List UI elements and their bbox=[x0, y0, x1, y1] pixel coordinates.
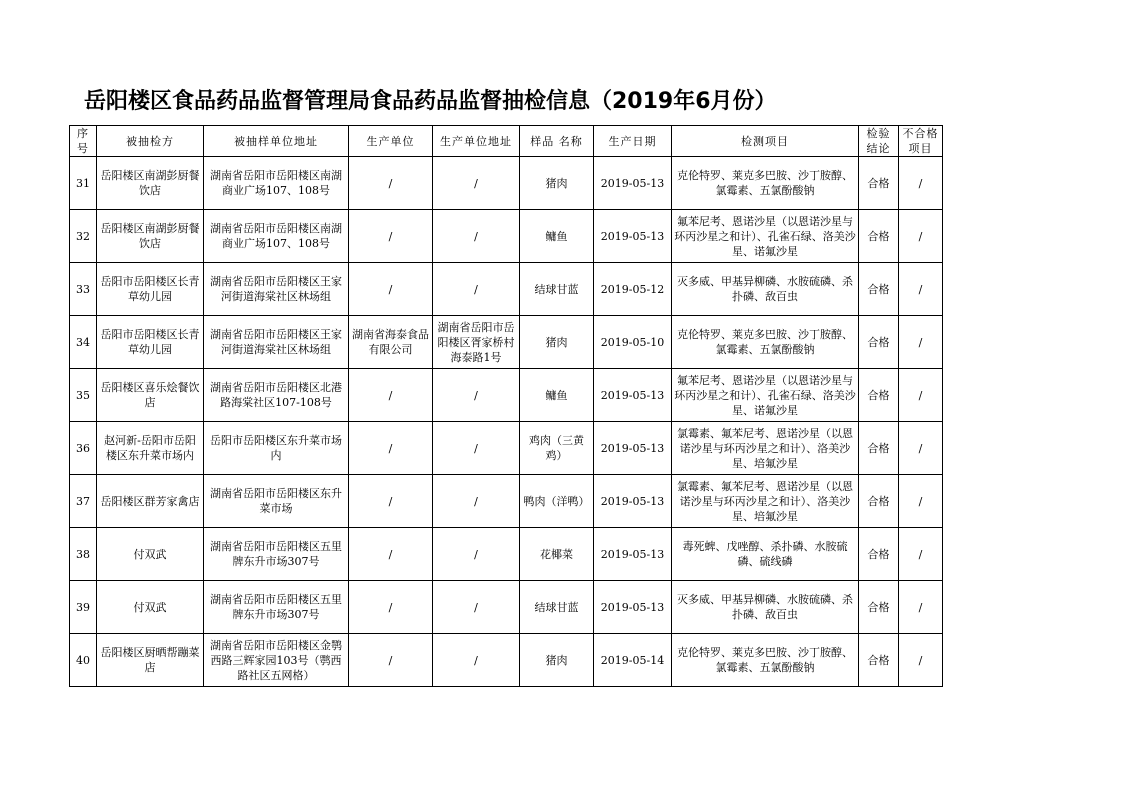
table-cell: 2019-05-13 bbox=[594, 581, 672, 634]
column-header: 样品 名称 bbox=[520, 126, 594, 157]
table-cell: 合格 bbox=[859, 528, 899, 581]
table-cell: / bbox=[433, 369, 520, 422]
table-cell: 湖南省岳阳市岳阳楼区南湖商业广场107、108号 bbox=[204, 210, 349, 263]
table-cell: 2019-05-13 bbox=[594, 157, 672, 210]
table-cell: 赵河新-岳阳市岳阳楼区东升菜市场内 bbox=[97, 422, 204, 475]
table-cell: / bbox=[899, 157, 943, 210]
table-cell: / bbox=[349, 157, 433, 210]
table-cell: / bbox=[349, 528, 433, 581]
table-cell: 猪肉 bbox=[520, 316, 594, 369]
table-cell: / bbox=[899, 475, 943, 528]
table-body bbox=[70, 157, 943, 687]
table-cell: 湖南省岳阳市岳阳楼区北港路海棠社区107-108号 bbox=[204, 369, 349, 422]
table-cell: 结球甘蓝 bbox=[520, 581, 594, 634]
table-cell: 克伦特罗、莱克多巴胺、沙丁胺醇、氯霉素、五氯酚酸钠 bbox=[672, 634, 859, 687]
table-cell: 合格 bbox=[859, 210, 899, 263]
table-cell: 2019-05-13 bbox=[594, 369, 672, 422]
table-cell: / bbox=[349, 263, 433, 316]
table-cell: / bbox=[349, 369, 433, 422]
table-cell: / bbox=[899, 422, 943, 475]
table-cell: 合格 bbox=[859, 581, 899, 634]
table-cell: 2019-05-13 bbox=[594, 528, 672, 581]
table-cell: 合格 bbox=[859, 316, 899, 369]
table-cell: / bbox=[349, 210, 433, 263]
column-header: 检测项目 bbox=[672, 126, 859, 157]
table-cell: / bbox=[433, 210, 520, 263]
table-cell: 猪肉 bbox=[520, 157, 594, 210]
table-cell: 2019-05-14 bbox=[594, 634, 672, 687]
table-row bbox=[70, 263, 943, 316]
table-cell: 灭多威、甲基异柳磷、水胺硫磷、杀扑磷、敌百虫 bbox=[672, 581, 859, 634]
table-cell: 湖南省岳阳市岳阳楼区王家河街道海棠社区林场组 bbox=[204, 316, 349, 369]
table-row bbox=[70, 475, 943, 528]
table-cell: 付双武 bbox=[97, 581, 204, 634]
table-cell: 鳙鱼 bbox=[520, 369, 594, 422]
table-cell: 湖南省岳阳市岳阳楼区五里牌东升市场307号 bbox=[204, 581, 349, 634]
table-cell: 鳙鱼 bbox=[520, 210, 594, 263]
table-cell: 40 bbox=[70, 634, 97, 687]
table-cell: / bbox=[899, 263, 943, 316]
table-row bbox=[70, 634, 943, 687]
table-cell: / bbox=[899, 528, 943, 581]
table-cell: / bbox=[899, 634, 943, 687]
table-row bbox=[70, 316, 943, 369]
table-cell: / bbox=[349, 422, 433, 475]
table-cell: 湖南省岳阳市岳阳楼区东升菜市场 bbox=[204, 475, 349, 528]
table-cell: 毒死蜱、戊唑醇、杀扑磷、水胺硫磷、硫线磷 bbox=[672, 528, 859, 581]
column-header: 不合格项目 bbox=[899, 126, 943, 157]
table-cell: 岳阳楼区群芳家禽店 bbox=[97, 475, 204, 528]
column-header: 序号 bbox=[70, 126, 97, 157]
table-cell: 鸭肉（洋鸭） bbox=[520, 475, 594, 528]
table-cell: 湖南省岳阳市岳阳楼区南湖商业广场107、108号 bbox=[204, 157, 349, 210]
table-cell: / bbox=[899, 210, 943, 263]
table-cell: 合格 bbox=[859, 422, 899, 475]
table-cell: 湖南省岳阳市岳阳楼区五里牌东升市场307号 bbox=[204, 528, 349, 581]
table-cell: 氟苯尼考、恩诺沙星（以恩诺沙星与环丙沙星之和计）、孔雀石绿、洛美沙星、诺氟沙星 bbox=[672, 210, 859, 263]
table-cell: / bbox=[433, 422, 520, 475]
table-cell: 湖南省岳阳市岳阳楼区王家河街道海棠社区林场组 bbox=[204, 263, 349, 316]
table-cell: / bbox=[433, 634, 520, 687]
table-cell: 2019-05-10 bbox=[594, 316, 672, 369]
table-cell: 猪肉 bbox=[520, 634, 594, 687]
table-cell: 31 bbox=[70, 157, 97, 210]
table-cell: / bbox=[349, 475, 433, 528]
table-cell: 岳阳市岳阳楼区东升菜市场内 bbox=[204, 422, 349, 475]
table-cell: 鸡肉（三黄鸡） bbox=[520, 422, 594, 475]
table-row bbox=[70, 422, 943, 475]
table-cell: / bbox=[349, 581, 433, 634]
table-row bbox=[70, 369, 943, 422]
column-header: 检验结论 bbox=[859, 126, 899, 157]
column-header: 被抽检方 bbox=[97, 126, 204, 157]
header-row bbox=[70, 126, 943, 157]
table-cell: 岳阳楼区南湖彭厨餐饮店 bbox=[97, 210, 204, 263]
table-cell: 34 bbox=[70, 316, 97, 369]
table-cell: 2019-05-13 bbox=[594, 475, 672, 528]
column-header: 生产单位 bbox=[349, 126, 433, 157]
table-cell: / bbox=[899, 581, 943, 634]
table-row bbox=[70, 210, 943, 263]
table-cell: / bbox=[433, 528, 520, 581]
inspection-table bbox=[69, 125, 943, 687]
table-cell: 合格 bbox=[859, 263, 899, 316]
column-header: 生产日期 bbox=[594, 126, 672, 157]
table-cell: 37 bbox=[70, 475, 97, 528]
table-cell: 付双武 bbox=[97, 528, 204, 581]
table-cell: 35 bbox=[70, 369, 97, 422]
table-cell: 合格 bbox=[859, 634, 899, 687]
column-header: 被抽样单位地址 bbox=[204, 126, 349, 157]
table-cell: 克伦特罗、莱克多巴胺、沙丁胺醇、氯霉素、五氯酚酸钠 bbox=[672, 157, 859, 210]
table-cell: 克伦特罗、莱克多巴胺、沙丁胺醇、氯霉素、五氯酚酸钠 bbox=[672, 316, 859, 369]
table-cell: 湖南省岳阳市岳阳楼区金鹗西路三辉家园103号（鹗西路社区五网格） bbox=[204, 634, 349, 687]
table-cell: 39 bbox=[70, 581, 97, 634]
table-cell: 岳阳市岳阳楼区长青草幼儿园 bbox=[97, 263, 204, 316]
table-row bbox=[70, 528, 943, 581]
table-cell: / bbox=[899, 316, 943, 369]
page-title: 岳阳楼区食品药品监督管理局食品药品监督抽检信息（2019年6月份） bbox=[84, 89, 777, 114]
table-cell: 氯霉素、氟苯尼考、恩诺沙星（以恩诺沙星与环丙沙星之和计）、洛美沙星、培氟沙星 bbox=[672, 475, 859, 528]
table-row bbox=[70, 581, 943, 634]
table-cell: / bbox=[433, 157, 520, 210]
table-row bbox=[70, 157, 943, 210]
table-cell: / bbox=[349, 634, 433, 687]
table-cell: 合格 bbox=[859, 369, 899, 422]
table-cell: 岳阳楼区南湖彭厨餐饮店 bbox=[97, 157, 204, 210]
table-cell: 38 bbox=[70, 528, 97, 581]
table-cell: 岳阳楼区厨晒帮蹦菜店 bbox=[97, 634, 204, 687]
table-cell: / bbox=[433, 581, 520, 634]
table-cell: 湖南省岳阳市岳阳楼区胥家桥村海泰路1号 bbox=[433, 316, 520, 369]
table-cell: 氯霉素、氟苯尼考、恩诺沙星（以恩诺沙星与环丙沙星之和计）、洛美沙星、培氟沙星 bbox=[672, 422, 859, 475]
table-cell: 岳阳楼区喜乐烩餐饮店 bbox=[97, 369, 204, 422]
table-cell: / bbox=[433, 475, 520, 528]
table-cell: 2019-05-13 bbox=[594, 422, 672, 475]
table-cell: 2019-05-12 bbox=[594, 263, 672, 316]
table-cell: 岳阳市岳阳楼区长青草幼儿园 bbox=[97, 316, 204, 369]
table-cell: 2019-05-13 bbox=[594, 210, 672, 263]
column-header: 生产单位地址 bbox=[433, 126, 520, 157]
table-cell: 湖南省海泰食品有限公司 bbox=[349, 316, 433, 369]
table-cell: 氟苯尼考、恩诺沙星（以恩诺沙星与环丙沙星之和计）、孔雀石绿、洛美沙星、诺氟沙星 bbox=[672, 369, 859, 422]
table-cell: 36 bbox=[70, 422, 97, 475]
table-cell: 结球甘蓝 bbox=[520, 263, 594, 316]
table-cell: 灭多威、甲基异柳磷、水胺硫磷、杀扑磷、敌百虫 bbox=[672, 263, 859, 316]
table-cell: 合格 bbox=[859, 475, 899, 528]
table-cell: 合格 bbox=[859, 157, 899, 210]
table-cell: 花椰菜 bbox=[520, 528, 594, 581]
table-cell: 33 bbox=[70, 263, 97, 316]
table-cell: / bbox=[899, 369, 943, 422]
table-cell: / bbox=[433, 263, 520, 316]
table-cell: 32 bbox=[70, 210, 97, 263]
